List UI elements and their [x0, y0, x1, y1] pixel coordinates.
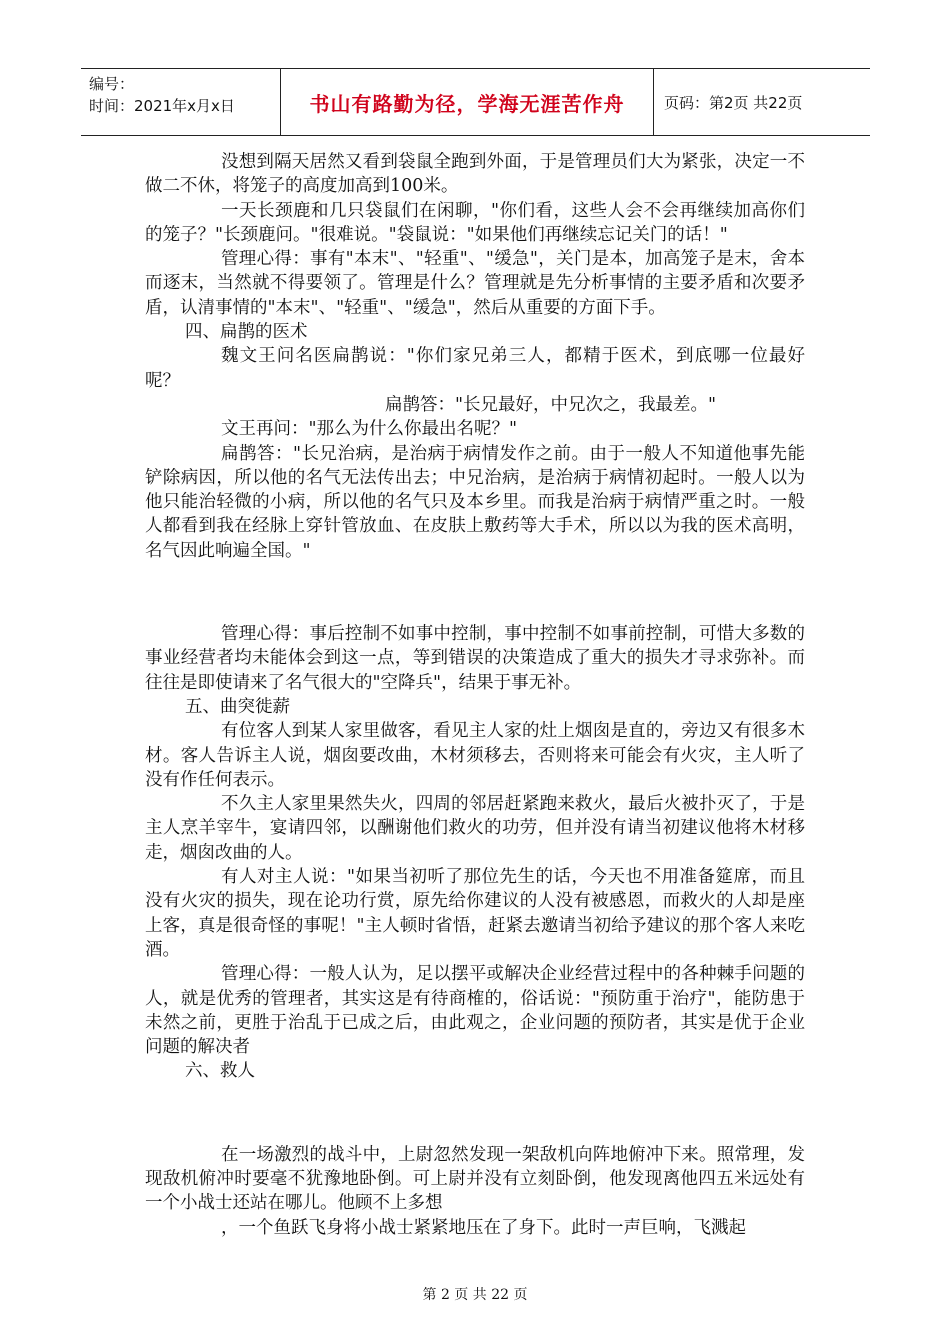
paragraph: 扁鹊答："长兄治病，是治病于病情发作之前。由于一般人不知道他事先能铲除病因，所以他的名气无法传出去；中兄治病，是治病于病情初起时。一般人以为他只能治轻微的小病，所以他的名气只及本乡里。而我是治病于病情严重之时。一般人都看到我在经脉上穿针管放血、在皮肤上敷药等大手术，所以以为我的医术高明，名气因此响遍全国。" [145, 443, 805, 561]
section-heading: 五、曲突徙薪 [185, 696, 290, 717]
paragraph: 扁鹊答："长兄最好，中兄次之，我最差。" [385, 394, 717, 415]
paragraph: ，一个鱼跃飞身将小战士紧紧地压在了身下。此时一声巨响，飞溅起 [221, 1217, 746, 1238]
date-label: 时间：2021年x月x日 [89, 97, 235, 115]
paragraph: 管理心得：事后控制不如事中控制，事中控制不如事前控制，可惜大多数的事业经营者均未能体会到这一点，等到错误的决策造成了重大的损失才寻求弥补。而往往是即使请来了名气很大的"空降兵"，结果于事无补。 [145, 624, 805, 693]
blank-line [145, 581, 805, 605]
paragraph: 没想到隔天居然又看到袋鼠全跑到外面，于是管理员们大为紧张，决定一不做二不休，将笼子的高度加高到100米。 [145, 152, 805, 197]
paragraph: 管理心得：事有"本末"、"轻重"、"缓急"，关门是本，加高笼子是末，舍本而逐末，当然就不得要领了。管理是什么？管理就是先分析事情的主要矛盾和次要矛盾，认清事情的"本末"、"轻重"、"缓急"，然后从重要的方面下手。 [145, 249, 805, 318]
document-body [145, 150, 805, 1240]
number-label: 编号： [89, 75, 135, 93]
header-page-info: 页码：第2页 共22页 [664, 93, 803, 112]
header-motto: 书山有路勤为径，学海无涯苦作舟 [281, 69, 654, 135]
paragraph: 文王再问："那么为什么你最出名呢？" [221, 419, 518, 440]
paragraph: 不久主人家里果然失火，四周的邻居赶紧跑来救火，最后火被扑灭了，于是主人烹羊宰牛，宴请四邻，以酬谢他们救火的功劳，但并没有请当初建议他将木材移走，烟囱改曲的人。 [145, 794, 805, 863]
section-heading: 四、扁鹊的医术 [185, 322, 308, 343]
paragraph: 一天长颈鹿和几只袋鼠们在闲聊，"你们看，这些人会不会再继续加高你们的笼子？"长颈鹿问。"很难说。"袋鼠说："如果他们再继续忘记关门的话！" [145, 200, 805, 245]
page-footer: 第 2 页 共 22 页 [422, 1287, 528, 1303]
paragraph: 有位客人到某人家里做客，看见主人家的灶上烟囱是直的，旁边又有很多木材。客人告诉主人说，烟囱要改曲，木材须移去，否则将来可能会有火灾，主人听了没有作任何表示。 [145, 721, 805, 790]
paragraph: 管理心得：一般人认为，足以摆平或解决企业经营过程中的各种棘手问题的人，就是优秀的管理者，其实这是有待商榷的，俗话说："预防重于治疗"，能防患于未然之前，更胜于治乱于已成之后，由此观之，企业问题的预防者，其实是优于企业问题的解决者 [145, 964, 805, 1058]
paragraph: 有人对主人说："如果当初听了那位先生的话，今天也不用准备筵席，而且没有火灾的损失，现在论功行赏，原先给你建议的人没有被感恩，而救火的人却是座上客，真是很奇怪的事呢！"主人顿时省悟，赶紧去邀请当初给予建议的那个客人来吃酒。 [145, 867, 805, 960]
paragraph: 在一场激烈的战斗中，上尉忽然发现一架敌机向阵地俯冲下来。照常理，发现敌机俯冲时要毫不犹豫地卧倒。可上尉并没有立刻卧倒，他发现离他四五米远处有一个小战士还站在哪儿。他顾不上多想 [145, 1144, 805, 1214]
blank-line [145, 1101, 805, 1125]
paragraph: 魏文王问名医扁鹊说："你们家兄弟三人，都精于医术，到底哪一位最好呢？ [145, 346, 805, 391]
header-meta [81, 69, 281, 135]
section-heading: 六、救人 [185, 1061, 255, 1082]
page-header [81, 68, 870, 136]
